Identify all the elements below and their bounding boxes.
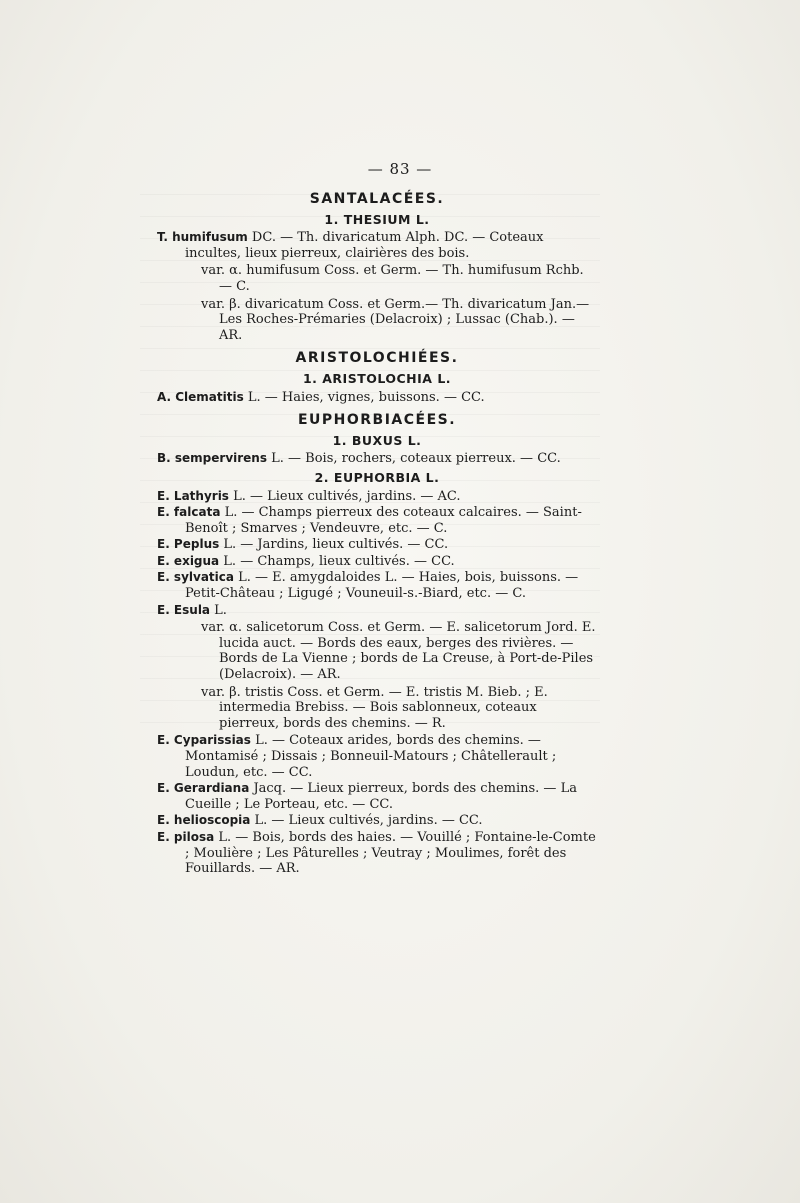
species-entry bbox=[157, 505, 597, 536]
variety-entry: var. α. humifusum Coss. et Germ. — Th. humifusum Rchb. — C. bbox=[201, 263, 584, 294]
species-description: L. — Lieux cultivés, jardins. — CC. bbox=[254, 813, 483, 829]
species-name: B. sempervirens bbox=[157, 451, 267, 466]
species-description: L. bbox=[214, 602, 227, 618]
species-entry bbox=[157, 733, 597, 780]
species-name: T. humifusum bbox=[157, 230, 248, 245]
species-name: E. exigua bbox=[157, 553, 220, 568]
family-heading: EUPHORBIACÉES. bbox=[297, 412, 457, 429]
species-name: E. Lathyris bbox=[157, 488, 229, 503]
species-name: E. falcata bbox=[157, 505, 221, 520]
species-name: E. Cyparissias bbox=[157, 733, 251, 748]
species-entry bbox=[157, 781, 597, 812]
species-description: L. — E. amygdaloides L. — Haies, bois, buissons. — Petit-Château ; Ligugé ; Vouneuil-s.-Biard, etc. — C. bbox=[185, 570, 579, 602]
page-number: — 83 — bbox=[367, 160, 433, 178]
species-name: E. Gerardiana bbox=[157, 781, 250, 796]
species-entry bbox=[157, 570, 597, 601]
variety-entry: var. β. divaricatum Coss. et Germ.— Th. divaricatum Jan.— Les Roches-Prémaries (Delacroix) ; Lussac (Chab.). — AR. bbox=[201, 296, 590, 343]
species-name: A. Clematitis bbox=[157, 389, 244, 404]
species-entry bbox=[157, 489, 597, 505]
species-description: L. — Bois, rochers, coteaux pierreux. — CC. bbox=[271, 451, 561, 467]
species-name: E. helioscopia bbox=[157, 813, 251, 828]
genus-heading: 1. THESIUM L. bbox=[324, 211, 430, 227]
species-entry bbox=[157, 537, 597, 553]
species-entry bbox=[157, 451, 597, 467]
species-description: L. — Coteaux arides, bords des chemins. — Montamisé ; Dissais ; Bonneuil-Matours ; Châtellerault ; Loudun, etc. — CC. bbox=[185, 733, 557, 780]
family-heading: ARISTOLOCHIÉES. bbox=[295, 350, 459, 367]
variety-entry: var. β. tristis Coss. et Germ. — E. tristis M. Bieb. ; E. intermedia Brebiss. — Bois sablonneux, coteaux pierreux, bords des chemins. — R. bbox=[201, 684, 548, 731]
genus-heading: 1. ARISTOLOCHIA L. bbox=[302, 370, 452, 386]
species-description: L. — Lieux cultivés, jardins. — AC. bbox=[233, 488, 461, 504]
variety-entry: var. α. salicetorum Coss. et Germ. — E. salicetorum Jord. E. lucida auct. — Bords des eaux, berges des rivières. — Bords de La Vienne ; bords de La Creuse, à Port-de-Piles (Delacroix). — AR. bbox=[201, 620, 596, 683]
species-name: E. Peplus bbox=[157, 537, 220, 552]
species-description: Jacq. — Lieux pierreux, bords des chemins. — La Cueille ; Le Porteau, etc. — CC. bbox=[185, 781, 577, 812]
species-name: E. Esula bbox=[157, 602, 211, 617]
species-entry bbox=[157, 230, 597, 261]
species-name: E. pilosa bbox=[157, 829, 215, 844]
species-entry bbox=[157, 813, 597, 829]
species-entry bbox=[157, 554, 597, 570]
species-description: L. — Haies, vignes, buissons. — CC. bbox=[247, 389, 485, 405]
family-heading: SANTALACÉES. bbox=[309, 191, 445, 207]
species-description: DC. — Th. divaricatum Alph. DC. — Coteaux incultes, lieux pierreux, clairières des bois. bbox=[185, 230, 544, 261]
flora-listing bbox=[157, 192, 597, 878]
genus-heading: 2. EUPHORBIA L. bbox=[314, 469, 440, 485]
species-entry bbox=[157, 390, 597, 406]
genus-heading: 1. BUXUS L. bbox=[332, 432, 422, 448]
species-description: L. — Champs, lieux cultivés. — CC. bbox=[223, 553, 455, 569]
species-entry bbox=[157, 830, 597, 877]
species-description: L. — Bois, bords des haies. — Vouillé ; Fontaine-le-Comte ; Moulière ; Les Pâturelles ; Veutray ; Moulimes, forêt des Fouillards. — AR. bbox=[185, 829, 596, 877]
species-description: L. — Champs pierreux des coteaux calcaires. — Saint-Benoît ; Smarves ; Vendeuvre, etc. — C. bbox=[185, 505, 582, 536]
species-description: L. — Jardins, lieux cultivés. — CC. bbox=[223, 537, 449, 553]
species-entry bbox=[157, 603, 597, 619]
species-name: E. sylvatica bbox=[157, 570, 234, 585]
